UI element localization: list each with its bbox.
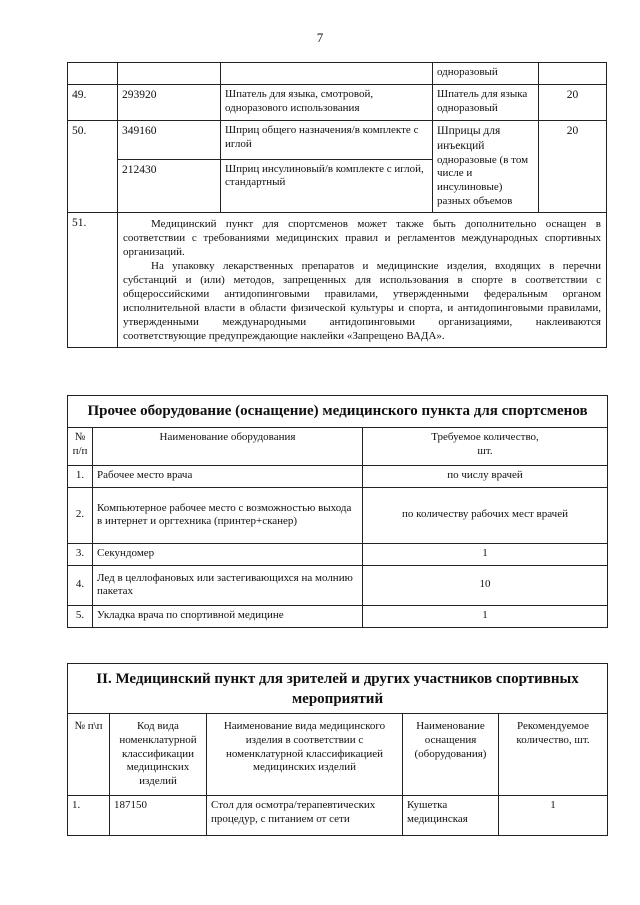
row-number: 1. [68,465,93,487]
table-row [68,465,608,487]
table-header-row [68,427,608,465]
item-name-cell: Шпатель для языка, смотровой, одноразового использования [221,85,433,121]
note-paragraph: Медицинский пункт для спортсменов может также быть дополнительно оснащен в соответствии с требованиями медицинских правил и регламентов международных спортивных организаций. [123,217,601,258]
equipment-cell: одноразовый [433,63,539,85]
code-cell: 349160 [118,121,221,160]
table-row [68,85,607,121]
table-row [68,121,607,160]
quantity-cell: 20 [539,121,607,213]
row-number: 5. [68,605,93,627]
item-name-cell: Шприц общего назначения/в комплекте с иглой [221,121,433,160]
quantity-cell: 1 [363,543,608,565]
row-number: 3. [68,543,93,565]
row-number: 49. [68,85,118,121]
row-number: 4. [68,565,93,605]
equipment-cell [433,121,539,213]
equipment-cell: Шпатель для языка одноразовый [433,85,539,121]
section-title: II. Медицинский пункт для зрителей и других участников спортивных мероприятий [68,664,608,714]
code-cell: 187150 [110,796,207,836]
page-number: 7 [316,30,324,45]
column-header-name: Наименование оборудования [93,427,363,465]
note-paragraph: На упаковку лекарственных препаратов и медицинские изделия, входящих в перечни субстанций и (или) методов, запрещенных для использования в спорте в соответствии с общероссийскими антидопинговыми правилами, утвержденными федеральным органом исполнительной власти в области физической культуры и спорта, и антидопинговыми правилами, утвержденными международными антидопинговыми организациями, наклеиваются соответствующие предупреждающие наклейки «Запрещено ВАДА». [123,259,601,343]
row-number: 51. [68,212,118,348]
table-row [68,63,607,85]
column-header-equipment: Наименование оснащения (оборудования) [403,714,499,796]
table-row [68,605,608,627]
row-number: 1. [68,796,110,836]
equipment-name-cell: Компьютерное рабочее место с возможностью выхода в интернет и оргтехника (принтер+сканер) [93,487,363,543]
other-equipment-table [67,395,608,628]
column-header-qty [363,427,608,465]
equipment-cell-rest: одноразовые (в том числе и инсулиновые) разных объемов [437,153,529,207]
equipment-name-cell: Рабочее место врача [93,465,363,487]
spectators-medical-point-table [67,663,608,836]
column-header-name: Наименование вида медицинского изделия в соответствии с номенклатурной классификацией медицинских изделий [207,714,403,796]
code-cell: 212430 [118,159,221,212]
column-header-qty-text: Требуемое количество, шт. [431,430,539,457]
column-header-num: № п\п [68,714,110,796]
medical-items-table-continued [67,62,607,348]
table-row [68,796,608,836]
item-name-cell: Стол для осмотра/терапевтических процедур, с питанием от сети [207,796,403,836]
note-cell [118,212,607,348]
equipment-name-cell: Секундомер [93,543,363,565]
code-cell: 293920 [118,85,221,121]
column-header-code: Код вида номенклатурной классификации медицинских изделий [110,714,207,796]
item-name-cell: Шприц инсулиновый/в комплекте с иглой, стандартный [221,159,433,212]
table-row [68,543,608,565]
quantity-cell: 1 [363,605,608,627]
column-header-num: № п/п [68,427,93,465]
quantity-cell: по числу врачей [363,465,608,487]
column-header-qty: Рекомендуемое количество, шт. [499,714,608,796]
equipment-name-cell: Укладка врача по спортивной медицине [93,605,363,627]
table-row [68,565,608,605]
table-row [68,212,607,348]
quantity-cell: 10 [363,565,608,605]
table-row [68,487,608,543]
row-number: 2. [68,487,93,543]
quantity-cell: 20 [539,85,607,121]
equipment-cell-line1: Шприцы для инъекций [437,125,501,152]
quantity-cell: по количеству рабочих мест врачей [363,487,608,543]
section-title: Прочее оборудование (оснащение) медицинского пункта для спортсменов [68,396,608,428]
equipment-cell: Кушетка медицинская [403,796,499,836]
quantity-cell: 1 [499,796,608,836]
row-number: 50. [68,121,118,213]
equipment-name-cell: Лед в целлофановых или застегивающихся на молнию пакетах [93,565,363,605]
table-header-row [68,714,608,796]
